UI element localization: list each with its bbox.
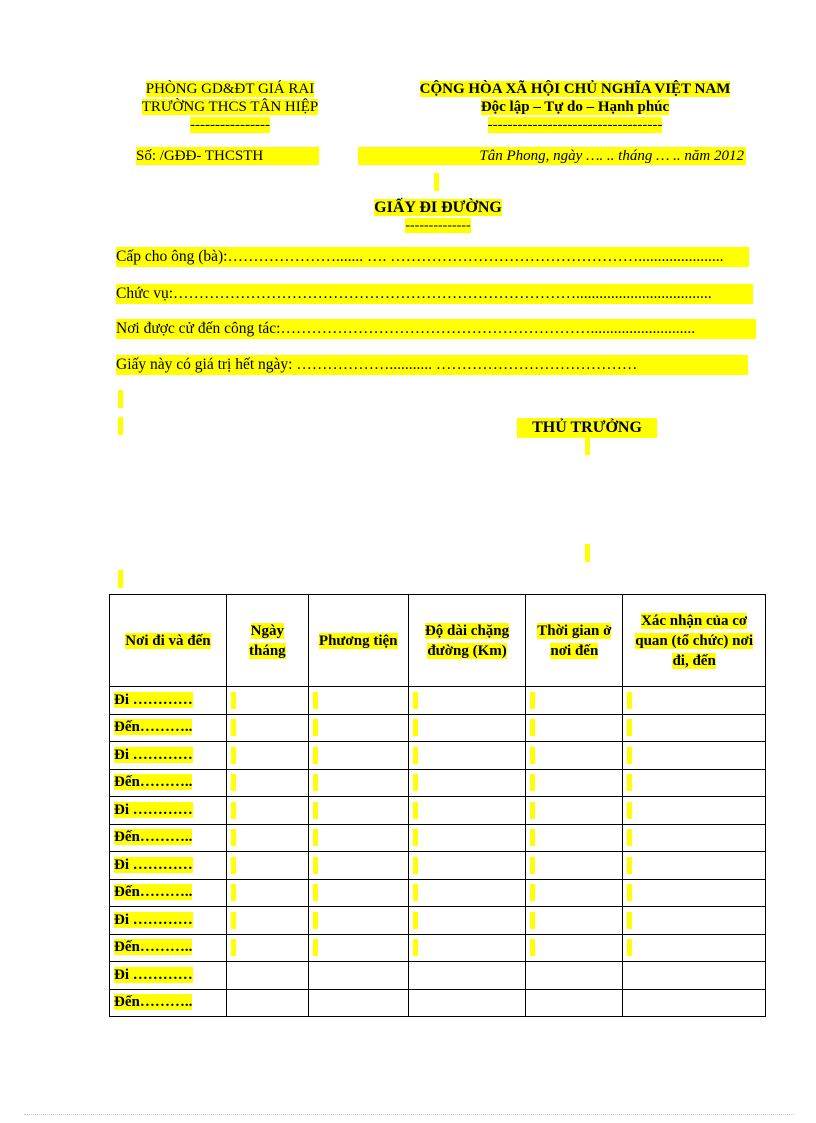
highlight-mark	[530, 912, 535, 929]
route-cell: Đến………..	[110, 769, 227, 797]
document-title: GIẤY ĐI ĐƯỜNG	[374, 199, 502, 216]
highlight-mark	[313, 857, 318, 874]
highlight-mark	[313, 692, 318, 709]
highlight-mark	[231, 802, 236, 819]
highlight-mark	[413, 829, 418, 846]
place-and-date: Tân Phong, ngày …. .. tháng … .. năm 2012	[358, 147, 746, 165]
highlight-mark	[413, 692, 418, 709]
valid-until-field: Giấy này có giá trị hết ngày: ………………........... …………………………………	[116, 355, 748, 375]
highlight-mark	[231, 747, 236, 764]
highlight-mark	[313, 802, 318, 819]
highlight-mark	[627, 884, 632, 901]
highlight-mark	[530, 747, 535, 764]
highlight-mark	[627, 857, 632, 874]
highlight-mark	[530, 802, 535, 819]
department-name: PHÒNG GD&ĐT GIÁ RAI	[145, 81, 315, 97]
table-row	[110, 934, 766, 962]
column-header: Độ dài chặng đường (Km)	[408, 595, 526, 687]
table-row	[110, 989, 766, 1017]
highlight-mark	[530, 692, 535, 709]
route-cell: Đi …………	[110, 962, 227, 990]
column-header: Ngày tháng	[226, 595, 308, 687]
highlight-mark	[313, 939, 318, 956]
route-cell: Đến………..	[110, 989, 227, 1017]
destination-field: Nơi được cử đến công tác:……………………………………………………...........................	[116, 319, 756, 339]
route-cell: Đến………..	[110, 824, 227, 852]
highlight-mark	[231, 939, 236, 956]
highlight-mark	[627, 719, 632, 736]
highlight-mark	[313, 774, 318, 791]
highlight-mark	[413, 884, 418, 901]
highlight-mark	[231, 884, 236, 901]
highlight-mark	[118, 570, 123, 588]
highlight-mark	[313, 747, 318, 764]
column-header: Nơi đi và đến	[110, 595, 227, 687]
highlight-mark	[627, 939, 632, 956]
route-cell: Đi …………	[110, 742, 227, 770]
highlight-mark	[530, 857, 535, 874]
highlight-mark	[530, 719, 535, 736]
header-right	[392, 80, 758, 134]
highlight-mark	[530, 774, 535, 791]
document-title-block	[338, 199, 538, 235]
route-cell: Đến………..	[110, 934, 227, 962]
highlight-mark	[231, 912, 236, 929]
route-cell: Đi …………	[110, 907, 227, 935]
highlight-mark	[530, 884, 535, 901]
school-name: TRƯỜNG THCS TÂN HIỆP	[141, 99, 319, 115]
highlight-mark	[413, 774, 418, 791]
route-cell: Đi …………	[110, 687, 227, 715]
route-cell: Đến………..	[110, 714, 227, 742]
highlight-mark	[231, 829, 236, 846]
highlight-mark	[585, 544, 590, 562]
highlight-mark	[231, 719, 236, 736]
route-cell: Đi …………	[110, 797, 227, 825]
highlight-mark	[413, 719, 418, 736]
country-name: CỘNG HÒA XÃ HỘI CHỦ NGHĨA VIỆT NAM	[419, 81, 731, 97]
column-header: Xác nhận của cơ quan (tổ chức) nơi đi, đến	[623, 595, 766, 687]
highlight-mark	[585, 437, 590, 455]
highlight-mark	[313, 829, 318, 846]
route-table	[109, 594, 766, 1017]
issued-to-field: Cấp cho ông (bà):…………………....... …. …………………………………………......................	[116, 247, 749, 267]
highlight-mark	[313, 719, 318, 736]
table-header-row	[110, 595, 766, 687]
highlight-mark	[118, 390, 123, 408]
position-field: Chức vụ:……………………………………………………………………...................................	[116, 284, 753, 304]
table-row	[110, 852, 766, 880]
highlight-mark	[231, 774, 236, 791]
national-motto: Độc lập – Tự do – Hạnh phúc	[480, 99, 670, 115]
table-row	[110, 962, 766, 990]
highlight-mark	[413, 912, 418, 929]
highlight-mark	[627, 747, 632, 764]
table-row	[110, 824, 766, 852]
route-cell: Đi …………	[110, 852, 227, 880]
highlight-mark	[627, 912, 632, 929]
table-row	[110, 907, 766, 935]
highlight-mark	[434, 173, 439, 191]
highlight-mark	[231, 692, 236, 709]
table-row	[110, 797, 766, 825]
table-row	[110, 742, 766, 770]
signature-title: THỦ TRƯỞNG	[517, 418, 657, 438]
column-header: Phương tiện	[308, 595, 408, 687]
header-left	[110, 80, 350, 134]
title-rule: --------------	[405, 218, 471, 233]
highlight-mark	[313, 912, 318, 929]
highlight-mark	[530, 939, 535, 956]
highlight-mark	[627, 802, 632, 819]
table-row	[110, 879, 766, 907]
highlight-mark	[413, 802, 418, 819]
document-number: Số: /GĐĐ- THCSTH	[136, 147, 319, 165]
highlight-mark	[413, 857, 418, 874]
highlight-mark	[231, 857, 236, 874]
table-row	[110, 714, 766, 742]
header-left-rule: ----------------	[190, 117, 270, 133]
highlight-mark	[413, 939, 418, 956]
highlight-mark	[413, 747, 418, 764]
table-row	[110, 687, 766, 715]
highlight-mark	[627, 774, 632, 791]
highlight-mark	[530, 829, 535, 846]
highlight-mark	[118, 417, 123, 435]
highlight-mark	[627, 829, 632, 846]
page-bottom-border	[24, 1114, 794, 1115]
header-right-rule: -----------------------------------	[487, 117, 663, 133]
highlight-mark	[313, 884, 318, 901]
highlight-mark	[627, 692, 632, 709]
route-cell: Đến………..	[110, 879, 227, 907]
table-row	[110, 769, 766, 797]
column-header: Thời gian ở nơi đến	[526, 595, 623, 687]
